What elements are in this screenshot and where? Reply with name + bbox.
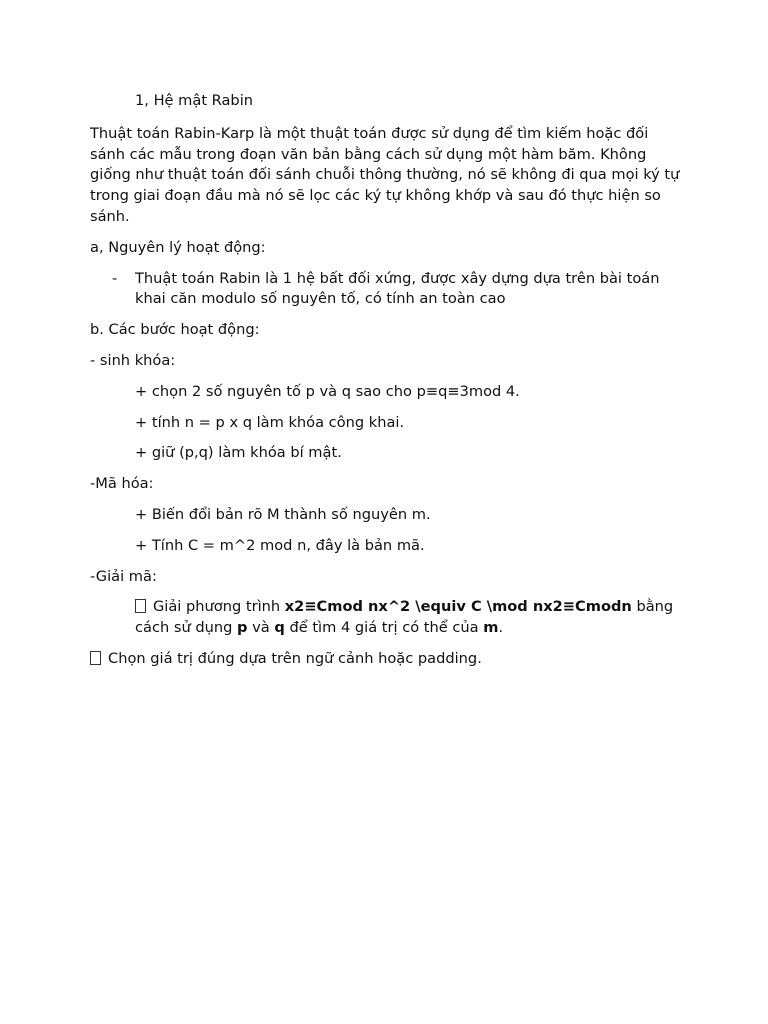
missing-glyph-icon	[135, 599, 146, 613]
final-step	[90, 649, 680, 670]
principle-bullet	[90, 269, 680, 311]
document-body	[90, 91, 680, 670]
final-step-text: Chọn giá trị đúng dựa trên ngữ cảnh hoặc padding.	[108, 649, 482, 667]
decrypt-var-p: p	[237, 619, 248, 637]
bullet-text: Thuật toán Rabin là 1 hệ bất đối xứng, được xây dựng dựa trên bài toán khai căn modulo số nguyên tố, có tính an toàn cao	[135, 269, 660, 308]
bullet-dash: -	[112, 269, 118, 287]
decrypt-prefix: Giải phương trình	[153, 598, 285, 616]
encrypt-step: + Biến đổi bản rõ M thành số nguyên m.	[135, 505, 431, 523]
keygen-step: + chọn 2 số nguyên tố p và q sao cho p≡q≡3mod 4.	[135, 382, 520, 400]
encrypt-label: -Mã hóa:	[90, 475, 154, 493]
decrypt-step	[90, 597, 680, 639]
keygen-label: - sinh khóa:	[90, 351, 176, 369]
section-heading: 1, Hệ mật Rabin	[135, 92, 254, 109]
keygen-step: + tính n = p x q làm khóa công khai.	[135, 413, 405, 431]
decrypt-middle-1: bằng cách sử dụng	[135, 598, 674, 637]
encrypt-step: + Tính C = m^2 mod n, đây là bản mã.	[135, 536, 425, 554]
decrypt-end: .	[498, 619, 504, 637]
decrypt-middle-2: và	[247, 619, 275, 637]
missing-glyph-icon	[90, 651, 101, 665]
decrypt-middle-3: để tìm 4 giá trị có thể của	[284, 619, 484, 637]
principle-heading: a, Nguyên lý hoạt động:	[90, 238, 266, 256]
decrypt-label: -Giải mã:	[90, 567, 157, 585]
keygen-step: + giữ (p,q) làm khóa bí mật.	[135, 444, 342, 462]
decrypt-formula: x2≡Cmod nx^2 \equiv C \mod nx2≡Cmodn	[284, 598, 632, 616]
decrypt-var-q: q	[274, 619, 285, 637]
decrypt-var-m: m	[483, 619, 499, 637]
intro-paragraph: Thuật toán Rabin-Karp là một thuật toán được sử dụng để tìm kiếm hoặc đối sánh các mẫu trong đoạn văn bản bằng cách sử dụng một hàm băm. Không giống như thuật toán đối sánh chuỗi thông thường, nó sẽ không đi qua mọi ký tự trong giai đoạn đầu mà nó sẽ lọc các ký tự không khớp và sau đó thực hiện so sánh.	[90, 124, 680, 225]
steps-heading: b. Các bước hoạt động:	[90, 321, 260, 339]
